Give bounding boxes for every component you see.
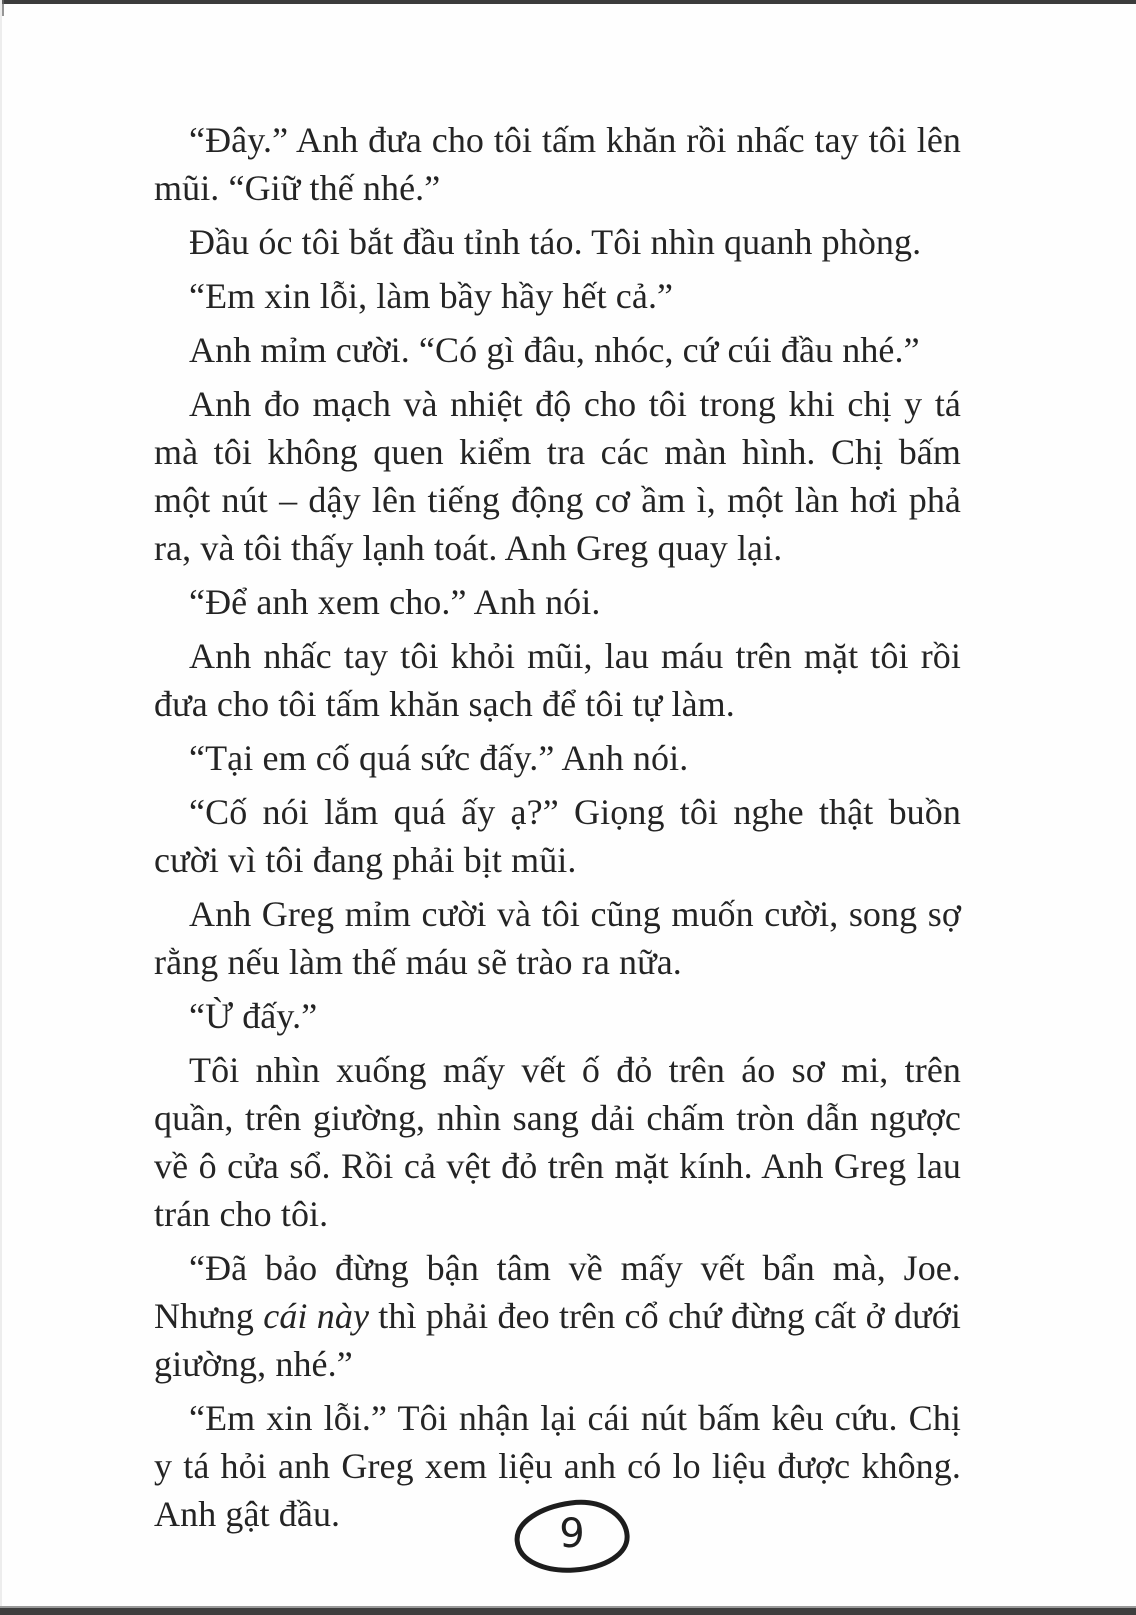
paragraph — [154, 116, 961, 212]
scan-edge-left — [0, 0, 2, 1615]
text-run: Anh Greg mỉm cười và tôi cũng muốn cười, song sợ rằng nếu làm thế máu sẽ trào ra nữa. — [154, 894, 961, 982]
text-run: thì phải đeo trên cổ chứ đừng cất ở dưới giường, nhé.” — [154, 1296, 961, 1384]
text-block — [154, 116, 961, 1544]
text-run: “Đây.” Anh đưa cho tôi tấm khăn rồi nhấc tay tôi lên mũi. “Giữ thế nhé.” — [154, 120, 961, 208]
paragraph — [154, 272, 961, 320]
text-run: Anh mỉm cười. “Có gì đâu, nhóc, cứ cúi đầu nhé.” — [189, 330, 920, 370]
text-run: Anh đo mạch và nhiệt độ cho tôi trong khi chị y tá mà tôi không quen kiểm tra các màn hình. Chị bấm một nút – dậy lên tiếng động cơ ầm ì, một làn hơi phả ra, và tôi thấy lạnh toát. Anh Greg quay lại. — [154, 384, 961, 568]
scan-edge-top — [0, 0, 1136, 4]
text-run: “Để anh xem cho.” Anh nói. — [189, 582, 601, 622]
paragraph — [154, 1046, 961, 1238]
paragraph — [154, 1244, 961, 1388]
paragraph — [154, 380, 961, 572]
page-number: 9 — [559, 1511, 585, 1557]
paragraph — [154, 632, 961, 728]
paragraph — [154, 326, 961, 374]
page-number-badge — [510, 1495, 634, 1575]
paragraph — [154, 578, 961, 626]
paragraph — [154, 788, 961, 884]
text-run: “Em xin lỗi.” Tôi nhận lại cái nút bấm kêu cứu. Chị y tá hỏi anh Greg xem liệu anh có lo liệu được không. Anh gật đầu. — [154, 1398, 961, 1534]
text-run: “Cố nói lắm quá ấy ạ?” Giọng tôi nghe thật buồn cười vì tôi đang phải bịt mũi. — [154, 792, 961, 880]
text-run: “Đã bảo đừng bận tâm về mấy vết bẩn mà, Joe. Nhưng — [154, 1248, 961, 1336]
text-run: Tôi nhìn xuống mấy vết ố đỏ trên áo sơ mi, trên quần, trên giường, nhìn sang dải chấm tròn dẫn ngược về ô cửa sổ. Rồi cả vệt đỏ trên mặt kính. Anh Greg lau trán cho tôi. — [154, 1050, 961, 1234]
paragraph — [154, 890, 961, 986]
text-run: Anh nhấc tay tôi khỏi mũi, lau máu trên mặt tôi rồi đưa cho tôi tấm khăn sạch để tôi tự làm. — [154, 636, 961, 724]
text-run: Đầu óc tôi bắt đầu tỉnh táo. Tôi nhìn quanh phòng. — [189, 222, 922, 262]
paragraph — [154, 734, 961, 782]
scan-edge-bottom — [0, 1606, 1136, 1615]
text-run: “Tại em cố quá sức đấy.” Anh nói. — [189, 738, 689, 778]
text-run: “Ừ đấy.” — [189, 996, 318, 1036]
paragraph — [154, 218, 961, 266]
italic-text-run: cái này — [263, 1296, 370, 1336]
text-run: “Em xin lỗi, làm bầy hầy hết cả.” — [189, 276, 674, 316]
paragraph — [154, 992, 961, 1040]
